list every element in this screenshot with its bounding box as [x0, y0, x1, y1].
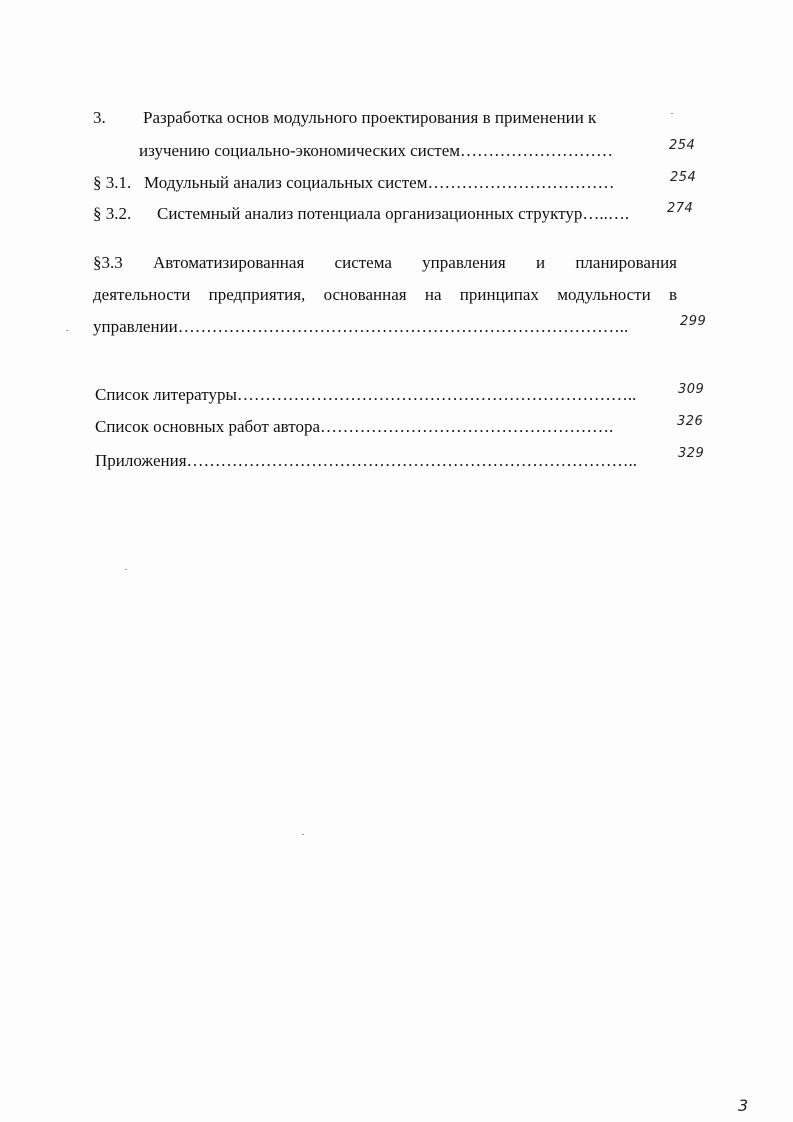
chapter-3-title-line2: изучению социально-экономических систем………………………	[139, 141, 614, 160]
references-entry: Список литературы……………………………………………………………..	[95, 385, 637, 404]
section-3-2-title: Системный анализ потенциала организационных структур…..….	[157, 204, 630, 223]
section-3-1-label: § 3.1.	[93, 173, 132, 192]
section-3-3-page-number: 299	[680, 314, 707, 329]
section-3-3-word: Автоматизированная	[153, 253, 305, 272]
section-3-3-word: и	[535, 253, 546, 272]
section-3-3-word: §3.3	[93, 253, 123, 272]
author-works-entry: Список основных работ автора…………………………………………….	[95, 417, 614, 436]
page-number: 3	[738, 1096, 749, 1115]
scan-speck	[125, 569, 127, 570]
section-3-1-title: Модульный анализ социальных систем……………………………	[144, 173, 615, 192]
section-3-3-line1	[93, 253, 677, 273]
section-3-3-word: предприятия,	[208, 285, 306, 304]
chapter-3-title-line1: Разработка основ модульного проектирования в применении к	[143, 108, 597, 127]
scan-speck	[66, 330, 68, 331]
section-3-3-word: планирования	[575, 253, 677, 272]
scan-speck	[671, 113, 673, 114]
appendices-entry: Приложения……………………………………………………………………..	[95, 451, 638, 470]
section-3-3-line3: управлении……………………………………………………………………..	[93, 317, 629, 336]
section-3-2-page-number: 274	[667, 201, 694, 216]
section-3-3-line2	[93, 285, 677, 305]
chapter-3-page-number: 254	[669, 138, 696, 153]
section-3-3-word: на	[424, 285, 442, 304]
section-3-3-word: в	[668, 285, 678, 304]
section-3-1-page-number: 254	[670, 170, 697, 185]
section-3-2-label: § 3.2.	[93, 204, 132, 223]
section-3-3-word: основанная	[323, 285, 407, 304]
section-3-3-word: модульности	[557, 285, 651, 304]
section-3-3-word: принципах	[459, 285, 539, 304]
chapter-3-number: 3.	[93, 108, 106, 127]
scan-speck	[302, 834, 304, 835]
section-3-3-word: управления	[422, 253, 506, 272]
appendices-page-number: 329	[678, 446, 705, 461]
references-page-number: 309	[678, 382, 705, 397]
section-3-3-word: система	[334, 253, 392, 272]
section-3-3-word: деятельности	[93, 285, 191, 304]
author-works-page-number: 326	[677, 414, 704, 429]
